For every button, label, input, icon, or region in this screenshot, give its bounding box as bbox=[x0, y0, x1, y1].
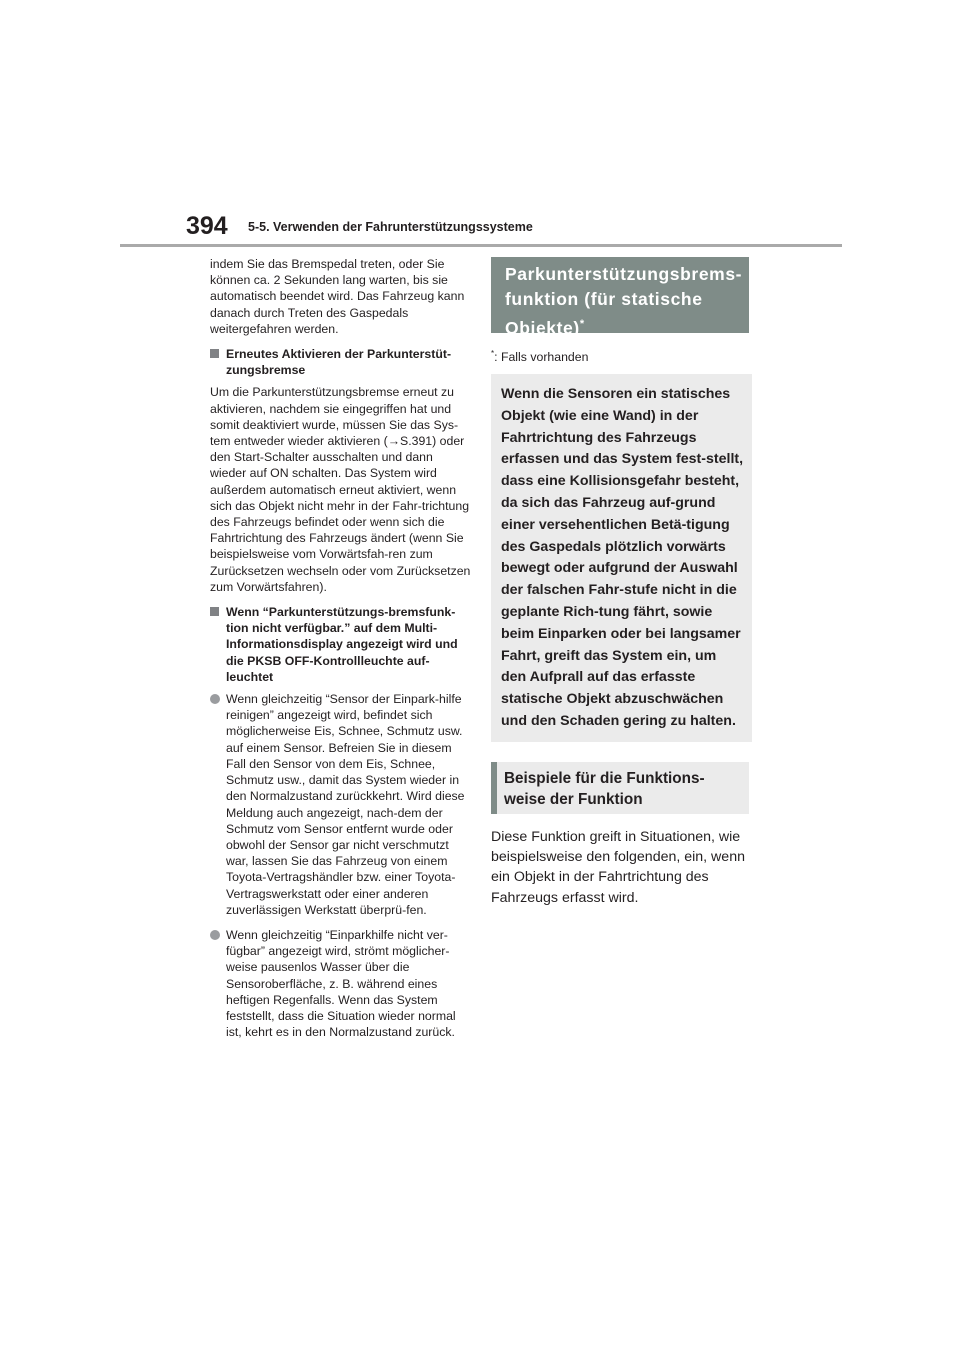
bullet-text: Wenn gleichzeitig “Einparkhilfe nicht ver-fügbar” angezeigt wird, strömt möglicher-weise pausenlos Wasser über die Sensoroberfläche, z. B. während eines heftigen Regenfalls. Wenn das System feststellt, dass die Situation wieder normal ist, kehrt es in den Normalzustand zurück. bbox=[226, 927, 456, 1040]
section-title: 5-5. Verwenden der Fahrunterstützungssysteme bbox=[248, 220, 533, 234]
bullet-item bbox=[210, 927, 472, 1040]
left-column bbox=[210, 256, 472, 1049]
intro-paragraph: indem Sie das Bremspedal treten, oder Sie können ca. 2 Sekunden lang warten, bis sie automatisch beendet wird. Das Fahrzeug kann danach durch Treten des Gaspedals weitergefahren werden. bbox=[210, 257, 465, 336]
reactivate-paragraph: Um die Parkunterstützungsbremse erneut zu aktivieren, nachdem sie eingegriffen hat und somit deaktiviert wurde, müssen Sie das Sys-tem entweder wieder aktivieren (→S.391) oder den Start-Schalter ausschalten und dann wieder auf ON schalten. Das System wird außerdem automatisch erneut aktiviert, wenn sich das Objekt nicht mehr in der Fahr-trichtung des Fahrzeugs befindet oder wenn sich die Fahrtrichtung des Fahrzeugs ändert (wenn Sie beispielsweise vom Vorwärtsfah-ren zum Zurücksetzen wechseln oder vom Zurücksetzen zum Vorwärtsfahren). bbox=[210, 385, 471, 594]
examples-heading: Beispiele für die Funktions-weise der Funktion bbox=[491, 762, 749, 814]
bullet-text: Wenn gleichzeitig “Sensor der Einpark-hilfe reinigen” angezeigt wird, befindet sich möglicherweise Eis, Schnee, Schmutz usw. auf einem Sensor. Befreien Sie in diesem Fall den Sensor von dem Eis, Schnee, Schmutz usw., damit das System wieder in den Normalzustand zurückkehrt. Wird diese Meldung auch angezeigt, nach-dem der Schmutz vom Sensor entfernt wurde oder obwohl der Sensor gar nicht verschmutzt war, lassen Sie das Fahrzeug von einem Toyota-Vertragshändler bzw. einer Toyota-Vertragswerkstatt oder einer anderen zuverlässigen Werkstatt überprü-fen. bbox=[226, 692, 465, 917]
subsection-heading-unavailable bbox=[210, 604, 472, 685]
examples-intro: Diese Funktion greift in Situationen, wie beispielsweise den folgenden, ein, wenn ein Objekt in der Fahrtrichtung des Fahrzeugs erfasst wird. bbox=[491, 828, 745, 906]
square-bullet-icon bbox=[210, 349, 219, 358]
page-number: 394 bbox=[186, 212, 228, 240]
feature-title-line: funktion (für statische bbox=[505, 289, 703, 309]
summary-box: Wenn die Sensoren ein statisches Objekt (wie eine Wand) in der Fahrtrichtung des Fahrzeugs erfassen und das System fest-stellt, dass eine Kollisionsgefahr besteht, da sich das Fahrzeug auf-grund einer versehentlichen Betä-tigung des Gaspedals plötzlich vorwärts bewegt oder aufgrund der Auswahl der falschen Fahr-stufe nicht in die geplante Rich-tung fährt, sowie beim Einparken oder bei langsamer Fahrt, greift das System ein, um den Aufprall auf das erfasste statische Objekt abzuschwächen und den Schaden gering zu halten. bbox=[491, 374, 752, 742]
square-bullet-icon bbox=[210, 607, 219, 616]
round-bullet-icon bbox=[210, 694, 220, 704]
feature-title-box bbox=[491, 257, 749, 338]
subsection-heading-text: Erneutes Aktivieren der Parkunterstüt-zungsbremse bbox=[226, 347, 452, 378]
right-column bbox=[491, 257, 752, 908]
header-rule bbox=[120, 244, 842, 247]
feature-title-text: Objekte) bbox=[505, 317, 580, 338]
feature-title-line: Parkunterstützungsbrems- bbox=[505, 264, 743, 284]
footnote bbox=[491, 349, 752, 364]
footnote-text: : Falls vorhanden bbox=[494, 350, 589, 365]
subsection-heading-text: Wenn “Parkunterstützungs-bremsfunk-tion nicht verfügbar.” auf dem Multi-Informationsdisplay angezeigt wird und die PKSB OFF-Kontrollleuchte auf-leuchtet bbox=[226, 605, 458, 684]
footnote-marker: * bbox=[491, 349, 495, 358]
subsection-heading-reactivate bbox=[210, 346, 472, 378]
footnote-marker: * bbox=[579, 318, 585, 330]
round-bullet-icon bbox=[210, 930, 220, 940]
feature-title-line-last bbox=[505, 312, 741, 341]
bullet-item bbox=[210, 691, 472, 918]
